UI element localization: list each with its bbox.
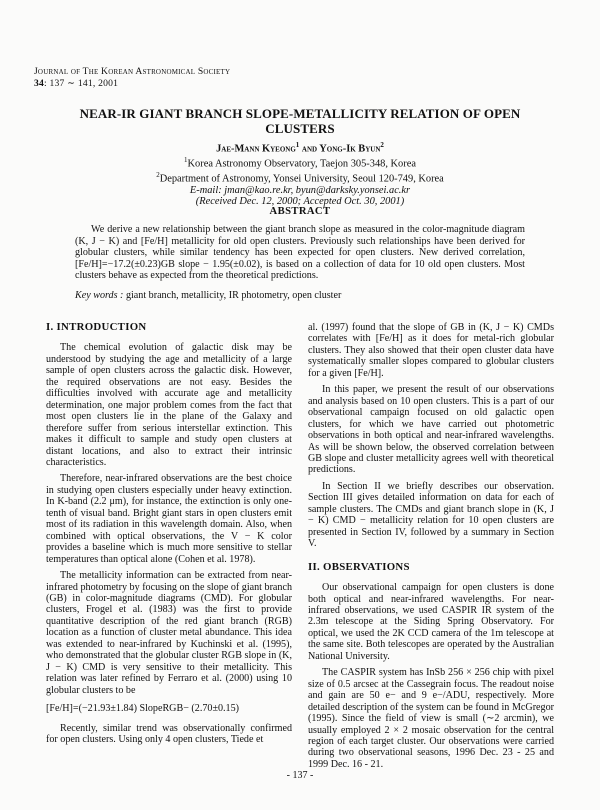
affiliation-1: $^1$Korea Astronomy Observatory, Taejon 305-348, Korea — [184, 155, 416, 170]
right-column — [308, 322, 554, 770]
received-date: (Received Dec. 12, 2000; Accepted Oct. 30, 2001) — [195, 196, 405, 208]
abstract-heading: ABSTRACT — [269, 206, 331, 217]
author-2: Yong-Ik Byun — [319, 143, 381, 155]
equation: [Fe/H]=(−21.93±1.84) SlopeRGB− (2.70±0.15) — [46, 703, 240, 715]
paragraph: Our observational campaign for open clusters is done both optical and near-infrared wavelengths. For near-infrared observations, we used CASPIR IR system of the 2.3m telescope at the Siding Spring Observatory. For optical, we used the 2K CCD camera of the 1m telescope at the same site. Both telescopes are operated by the Australian National University. — [308, 582, 554, 662]
left-column — [46, 322, 292, 745]
volume-pages: : 137 ∼ 141, 2001 — [44, 78, 119, 89]
journal-header — [34, 66, 230, 90]
paragraph: The metallicity information can be extracted from near-infrared photometry by focusing on the slope of giant branch (GB) in color-magnitude diagrams (CMD). For globular clusters, Frogel et al. (1983) was the first to provide quantitative description of the red giant branch (RGB) location as a function of cluster metal abundance. This idea was extended to near-infrared by Kuchinski et al. (1995), who demonstrated that the globular cluster RGB slope in (K, J − K) CMD is very sensitive to their metallicity. This relation was later refined by Ferraro et al. (2000) using 10 globular clusters to be — [46, 570, 292, 696]
author-and: and — [301, 143, 318, 155]
section-heading-introduction: I. INTRODUCTION — [46, 321, 147, 333]
paragraph: The chemical evolution of galactic disk may be understood by studying the age and metallicity of a large sample of open clusters across the galactic disk. However, the required observations are not easy. Besides the difficulties involved with accurate age and metallicity determination, one major problem comes from the fact that most open clusters lie in the plane of the Galaxy and therefore suffer from serious interstellar extinction. This makes it difficult to sample and study open clusters at distant locations, and also to extract their intrinsic characteristics. — [46, 342, 292, 468]
volume-number: 34 — [34, 78, 44, 89]
paragraph: In this paper, we present the result of our observations and analysis based on 10 open clusters. This is a part of our observational campaign focused on old galactic open clusters, for which we have carried out photometric observations in both optical and near-infrared wavelengths. As will be shown below, the observed correlation between GB slope and cluster metallicity agrees well with theoretical predictions. — [308, 384, 554, 476]
paragraph: The CASPIR system has InSb 256 × 256 chip with pixel size of 0.5 arcsec at the Cassegrain focus. The readout noise and gain are 50 e− and 9 e−/ADU, respectively. More detailed description of the system can be found in McGregor (1995). Since the field of view is small (∼2 arcmin), we usually employed 2 × 2 mosaic observation for the central region of each target cluster. Our observations were carried during two observational seasons, 1996 Dec. 23 - 25 and 1999 Dec. 16 - 21. — [308, 667, 554, 770]
author-1: Jae-Mann Kyeong — [216, 143, 296, 155]
paper-title: NEAR-IR GIANT BRANCH SLOPE-METALLICITY RELATION OF OPEN CLUSTERS — [79, 106, 521, 136]
affiliation-2: $^2$Department of Astronomy, Yonsei University, Seoul 120-749, Korea — [156, 170, 444, 185]
page-number: - 137 - — [286, 770, 314, 781]
keywords-label: Key words : — [75, 290, 124, 301]
journal-volume — [34, 78, 230, 90]
author-names: Jae-Mann Kyeong$^1$ and Yong-Ik Byun$^2$ — [216, 141, 384, 155]
paragraph: In Section II we briefly describes our observation. Section III gives detailed information on data for each of sample clusters. The CMDs and giant branch slope in (K, J − K) CMD − metallicity relation for 10 open clusters are presented in Section IV, followed by a summary in Section V. — [308, 480, 554, 550]
journal-name: Journal of The Korean Astronomical Society — [34, 66, 231, 77]
keywords — [75, 290, 525, 302]
author-email: E-mail: jman@kao.re.kr, byun@darksky.yonsei.ac.kr — [189, 184, 411, 196]
abstract-text: We derive a new relationship between the giant branch slope as measured in the color-magnitude diagram (K, J − K) and [Fe/H] metallicity for old open clusters. Previously such relationships have been derived for globular clusters, while similar tendency has been expected for open clusters. New derived correlation, [Fe/H]=−17.2(±0.23)GB slope − 1.95(±0.02), is based on a collection of data for 10 old open clusters. Most clusters behave as expected from the theoretical predictions. — [75, 224, 525, 282]
section-heading-observations: II. OBSERVATIONS — [308, 560, 410, 573]
paragraph: Therefore, near-infrared observations are the best choice in studying open clusters especially under heavy extinction. In K-band (2.2 μm), for instance, the extinction is only one-tenth of visual band. Bright giant stars in open clusters emit most of its radiation in this wavelength domain. Also, when combined with optical observations, the V − K color provides a baseline which is much more sensitive to stellar temperatures than optical alone (Cohen et al. 1978). — [46, 473, 292, 565]
paragraph: Recently, similar trend was observationally confirmed for open clusters. Using only 4 open clusters, Tiede et — [46, 722, 292, 745]
author-block — [60, 140, 540, 208]
paragraph: al. (1997) found that the slope of GB in (K, J − K) CMDs correlates with [Fe/H] as it does for metal-rich globular clusters. They also showed that their open cluster data have systematically smaller slopes compared to globular clusters for a given [Fe/H]. — [308, 322, 554, 379]
keywords-list: giant branch, metallicity, IR photometry, open cluster — [125, 290, 342, 301]
